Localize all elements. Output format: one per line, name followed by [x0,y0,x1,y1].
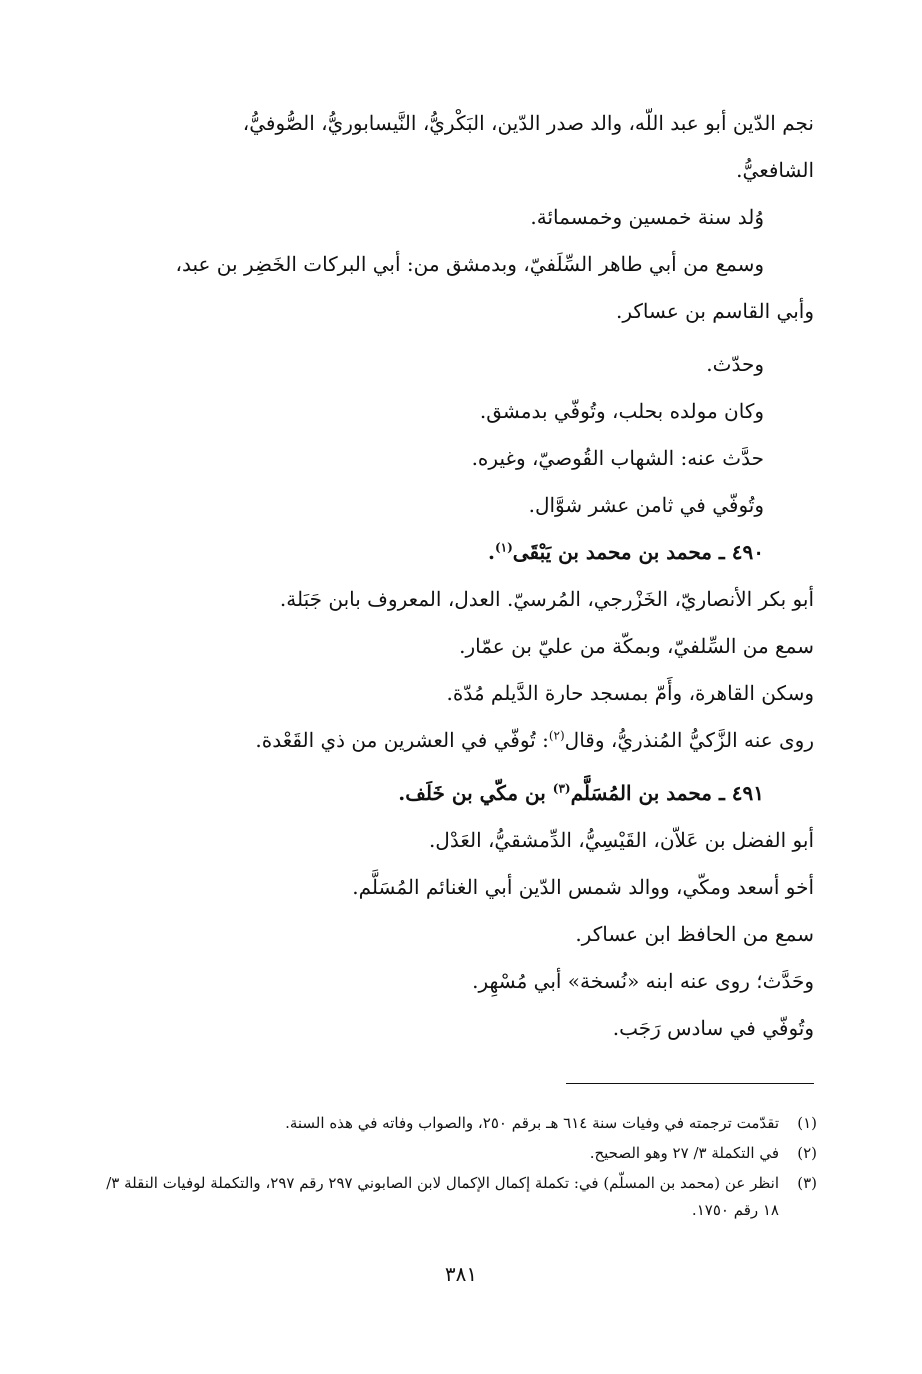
footnote-text: في التكملة ٣/ ٢٧ وهو الصحيح. [589,1144,779,1162]
text-line: حدَّث عنه: الشهاب القُوصيّ، وغيره. [471,446,764,470]
text-segment: روى عنه الزَّكيُّ المُنذريُّ، وقال [564,728,814,752]
footnote-ref: (١) [494,540,513,555]
footnote-text: تقدّمت ترجمته في وفيات سنة ٦١٤ هـ برقم ٢٥٠، والصواب وفاته في هذه السنة. [285,1114,779,1132]
text-line: الشافعيُّ. [736,158,814,182]
text-line: سمع من السِّلفيّ، وبمكّة من عليّ بن عمّار. [459,634,814,658]
entry-heading-end: . [487,540,495,564]
text-line: وُلد سنة خمسين وخمسمائة. [530,205,764,229]
entry-heading-text: ٤٩٠ ـ محمد بن محمد بن يَبْقَى [512,540,764,564]
entry-490-heading [104,529,814,576]
entry-491-heading [104,770,814,817]
text-line: سمع من الحافظ ابن عساكر. [575,922,814,946]
entry-heading-end: بن مكّي بن خَلَف. [398,781,553,805]
text-line: وكان مولده بحلب، وتُوفّي بدمشق. [479,399,764,423]
main-text [104,100,814,1052]
footnote-text: انظر عن (محمد بن المسلّم) في: تكملة إكمال الإكمال لابن الصابوني ٢٩٧ رقم ٢٩٧، والتكملة لوفيات النقلة ٣/ ١٨ رقم ١٧٥٠. [106,1174,779,1219]
text-line: وسكن القاهرة، وأَمّ بمسجد حارة الدَّيلم مُدّة. [446,681,814,705]
footnote-item [105,1140,817,1167]
text-line: وحَدَّث؛ روى عنه ابنه «نُسخة» أبي مُسْهِر. [472,969,814,993]
text-line: أخو أسعد ومكّي، ووالد شمس الدّين أبي الغنائم المُسَلَّم. [352,875,814,899]
footnote-number: (٣) [797,1174,817,1192]
page-number: ٣٨١ [444,1262,478,1286]
text-line: وسمع من أبي طاهر السِّلَفيّ، وبدمشق من: أبي البركات الخَضِر بن عبد، [175,252,764,276]
footnote-number: (٢) [797,1144,817,1162]
text-line: وتُوفّي في سادس رَجَب. [612,1016,814,1040]
text-segment: : تُوفّي في العشرين من ذي القَعْدة. [255,728,549,752]
footnote-ref: (٢) [548,728,565,743]
text-line: وتُوفّي في ثامن عشر شوَّال. [528,493,764,517]
footnote-item [105,1110,817,1137]
footnote-number: (١) [797,1114,817,1132]
text-line: أبو الفضل بن عَلاّن، القَيْسِيُّ، الدِّمشقيُّ، العَدْل. [428,828,814,852]
text-line [104,717,814,764]
footnotes [105,1110,817,1227]
footnote-divider [566,1083,814,1084]
footnote-item [105,1170,817,1224]
text-line: وحدّث. [706,352,764,376]
text-line: وأبي القاسم بن عساكر. [615,299,814,323]
footnote-ref: (٣) [552,781,571,796]
text-line: نجم الدّين أبو عبد اللّه، والد صدر الدّين، البَكْريُّ، النَّيسابوريُّ، الصُّوفيُّ، [242,111,814,135]
text-line: أبو بكر الأنصاريّ، الخَزْرجي، المُرسيّ. العدل، المعروف بابن جَبَلة. [279,587,814,611]
entry-heading-text: ٤٩١ ـ محمد بن المُسَلَّم [570,781,764,805]
